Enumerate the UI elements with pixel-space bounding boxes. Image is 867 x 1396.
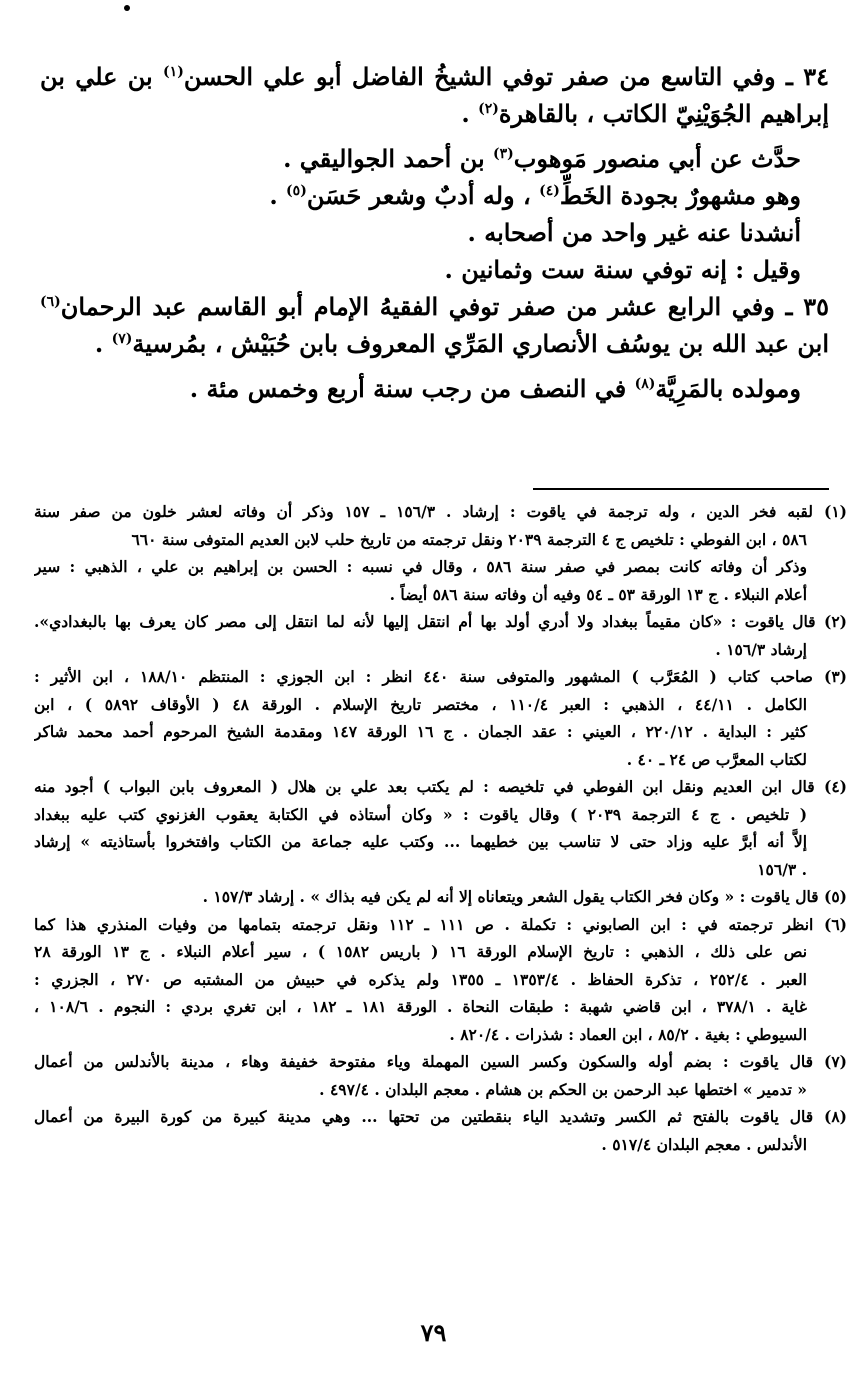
- entry-34-line-6: وقيل : إنه توفي سنة ست وثمانين .: [444, 255, 801, 284]
- main-text: [40, 58, 829, 407]
- entry-34-line-1: ٣٤ ـ وفي التاسع من صفر توفي الشيخُ الفاضل أبو علي الحسن$^{(١)}$ بن علي بن: [40, 62, 829, 91]
- footnote-3-line-4: لكتاب المعرَّب ص ٢٤ ـ ٤٠ .: [626, 749, 807, 769]
- footnote-7-line-1: (٧) قال ياقوت : بضم أوله والسكون وكسر السين المهملة وياء مفتوحة خفيفة وهاء ، مدينة بالأندلس من أعمال: [34, 1052, 847, 1071]
- footnote-1-line-2: ٥٨٦ ، ابن الفوطي : تلخيص ج ٤ الترجمة ٢٠٣٩ ونقل ترجمته من تاريخ حلب لابن العديم المتوفى سنة ٦٦٠: [131, 529, 807, 549]
- footnotes: [34, 498, 847, 1158]
- footnote-6-line-1: (٦) انظر ترجمته في : ابن الصابوني : تكملة . ص ١١١ ـ ١١٢ ونقل ترجمته بتمامها من وفيات المنذري هذا كما: [34, 914, 847, 934]
- footnote-8-line-2: الأندلس . معجم البلدان ٥١٧/٤ .: [601, 1134, 807, 1154]
- entry-34-line-3: حدَّث عن أبي منصور مَوهوب$^{(٣)}$ بن أحمد الجواليقي .: [283, 144, 801, 173]
- entry-34-line-4: وهو مشهورٌ بجودة الخَطِّ$^{(٤)}$ ، وله أدبٌ وشعر حَسَن$^{(٥)}$ .: [269, 181, 801, 210]
- entry-35-line-3: ومولده بالمَرِيَّة$^{(٨)}$ في النصف من رجب سنة أربع وخمس مئة .: [189, 374, 801, 403]
- footnote-8-line-1: (٨) قال ياقوت بالفتح ثم الكسر وتشديد الياء بنقطتين من تحتها ... وهي مدينة كبيرة من كورة البيرة من أعمال: [34, 1107, 847, 1126]
- footnote-2-line-2: إرشاد ١٥٦/٣ .: [715, 639, 807, 659]
- footnote-4-line-3: إلاَّ أنه أبرَّ عليه وزاد حتى لا تناسب بين خطيهما ... وكتب عليه جماعة من الكتاب وافتخروا بأستاذيته » إرشاد: [34, 832, 807, 851]
- footnote-3-line-3: كثير : البداية . ٢٢٠/١٢ ، العيني : عقد الجمان . ج ١٦ الورقة ١٤٧ ومقدمة الشيخ المرحوم أحمد محمد شاكر: [34, 722, 807, 741]
- footnote-4-line-4: . ١٥٦/٣: [757, 859, 807, 879]
- footnote-1-line-4: أعلام النبلاء . ج ١٣ الورقة ٥٣ ـ ٥٤ وفيه أن وفاته سنة ٥٨٦ أيضاً .: [389, 584, 807, 604]
- footnote-6-line-5: السيوطي : بغية . ٨٥/٢ ، ابن العماد : شذرات . ٨٢٠/٤ .: [449, 1024, 807, 1044]
- footnote-6-line-2: نص على ذلك ، الذهبي : تاريخ الإسلام الورقة ١٦ ( باريس ١٥٨٢ ) ، سير أعلام النبلاء . ج ١٣ الورقة ٢٨: [34, 942, 808, 961]
- entry-34-line-2: إبراهيم الجُوَيْنِيّ الكاتب ، بالقاهرة$^{(٢)}$ .: [461, 99, 829, 128]
- footnote-5-line-1: (٥) قال ياقوت : « وكان فخر الكتاب يقول الشعر ويتعاناه إلا أنه لم يكن فيه بذاك » . إرشاد ١٥٧/٣ .: [202, 887, 847, 906]
- footnote-1-line-3: وذكر أن وفاته كانت بمصر في صفر سنة ٥٨٦ ، وقال في نسبه : الحسن بن إبراهيم بن علي ، الذهبي : سير: [34, 557, 807, 576]
- footnote-7-line-2: « تدمير » اختطها عبد الرحمن بن الحكم بن هشام . معجم البلدان . ٤٩٧/٤ .: [319, 1079, 807, 1099]
- entry-35-line-1: ٣٥ ـ وفي الرابع عشر من صفر توفي الفقيهُ الإمام أبو القاسم عبد الرحمان$^{(٦)}$: [40, 292, 829, 321]
- footnote-3-line-1: (٣) صاحب كتاب ( المُعَرَّب ) المشهور والمتوفى سنة ٤٤٠ انظر : ابن الجوزي : المنتظم ١٨٨/١٠ ، ابن الأثير :: [34, 667, 847, 686]
- footnote-3-line-2: الكامل . ٤٤/١١ ، الذهبي : العبر ١١٠/٤ ، مختصر تاريخ الإسلام . الورقة ٤٨ ( الأوقاف ٥٨٩٢ ) ، ابن: [34, 694, 807, 714]
- footnote-2-line-1: (٢) قال ياقوت : «كان مقيماً ببغداد ولا أدري أولد بها أم انتقل إليها لأنه لما انتقل إلى مصر كان يعرف بها بالبغدادي».: [34, 612, 847, 631]
- footnote-4-line-1: (٤) قال ابن العديم ونقل ابن الفوطي في تلخيصه : لم يكتب بعد علي بن هلال ( المعروف بابن البواب ) أجود منه: [34, 777, 847, 796]
- footnote-1-line-1: (١) لقبه فخر الدين ، وله ترجمة في ياقوت : إرشاد . ١٥٦/٣ ـ ١٥٧ وذكر أن وفاته لعشر خلون من صفر سنة: [34, 502, 847, 521]
- page-number: ٧٩: [420, 1318, 447, 1347]
- footnote-6-line-3: العبر . ٢٥٢/٤ ، تذكرة الحفاظ . ١٣٥٣/٤ ـ ١٣٥٥ ولم يذكره في حبيش من المشتبه ص ٢٧٠ ، الجزري :: [34, 969, 807, 989]
- footnote-separator: [533, 488, 829, 490]
- footnote-6-line-4: غاية . ٣٧٨/١ ، ابن قاضي شهبة : طبقات النحاة . الورقة ١٨١ ـ ١٨٢ ، ابن تغري بردي : النجوم . ١٠٨/٦ ،: [34, 997, 807, 1016]
- page-mark: [124, 5, 130, 11]
- entry-35-line-2: ابن عبد الله بن يوسُف الأنصاري المَرِّي المعروف بابن حُبَيْش ، بمُرسية$^{(٧)}$ .: [94, 329, 829, 358]
- entry-34-line-5: أنشدنا عنه غير واحد من أصحابه .: [467, 218, 801, 247]
- footnote-4-line-2: ( تلخيص . ج ٤ الترجمة ٢٠٣٩ ) وقال ياقوت : « وكان أستاذه في الكتابة يعقوب الغزنوي كتب عليه ببغداد: [34, 804, 808, 824]
